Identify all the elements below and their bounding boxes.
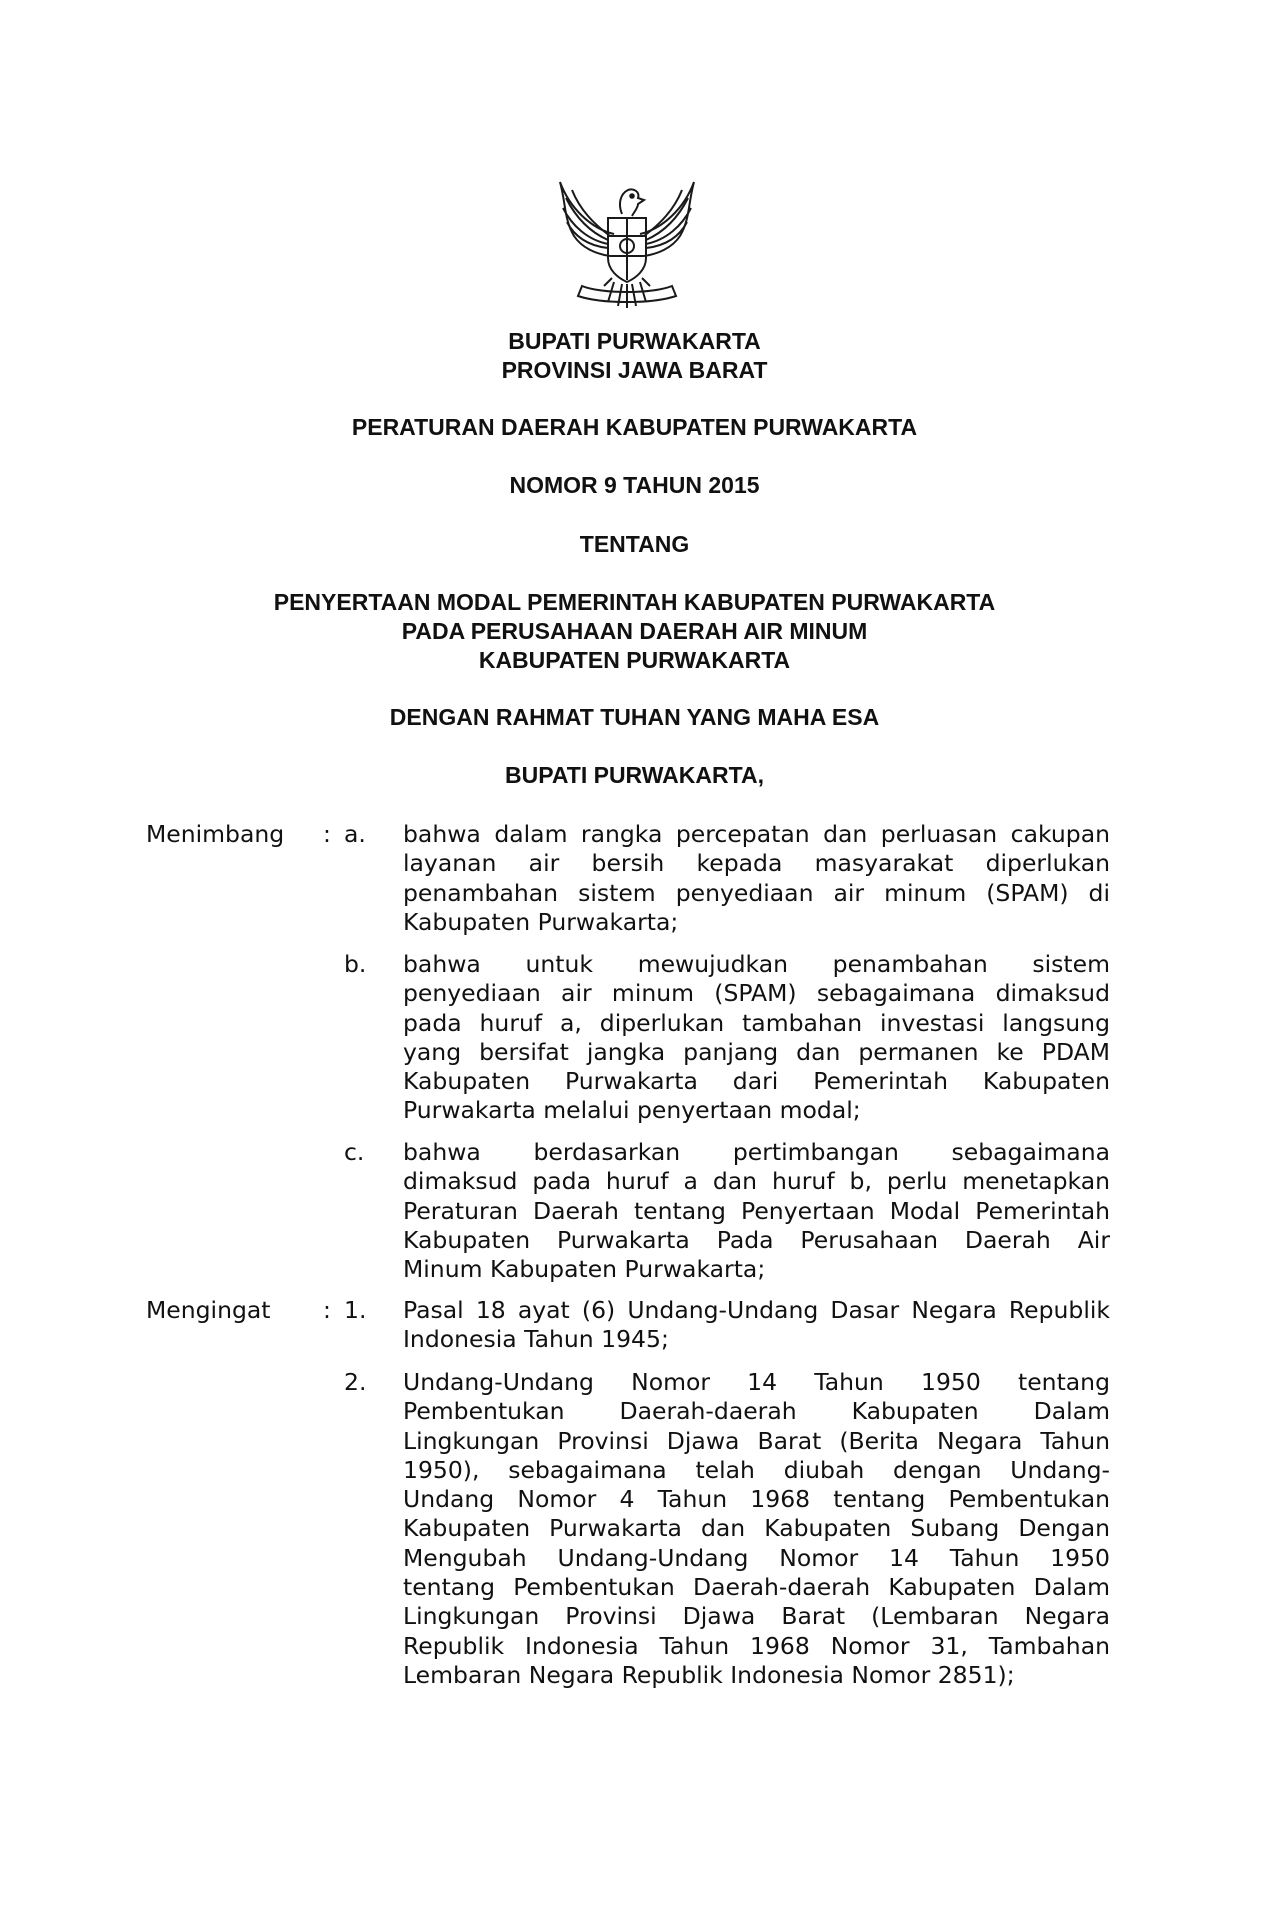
authority-line: BUPATI PURWAKARTA	[508, 328, 761, 354]
garuda-pancasila-emblem-icon	[552, 174, 702, 316]
regulation-type: PERATURAN DAERAH KABUPATEN PURWAKARTA	[351, 414, 918, 440]
province-line: PROVINSI JAWA BARAT	[501, 357, 768, 383]
invocation: DENGAN RAHMAT TUHAN YANG MAHA ESA	[389, 704, 880, 730]
item-marker: c.	[344, 1138, 365, 1166]
section-label: Mengingat	[146, 1296, 271, 1324]
about-heading: TENTANG	[579, 531, 690, 557]
section-colon: :	[323, 1296, 331, 1324]
authority-block	[0, 327, 1269, 385]
regulation-number: NOMOR 9 TAHUN 2015	[509, 472, 760, 498]
list-item: Pasal 18 ayat (6) Undang-Undang Dasar Negara Republik Indonesia Tahun 1945;	[403, 1296, 1110, 1354]
section-label: Menimbang	[146, 820, 285, 848]
regulation-subject: PENYERTAAN MODAL PEMERINTAH KABUPATEN PURWAKARTA PADA PERUSAHAAN DAERAH AIR MINUM KABUPATEN PURWAKARTA	[273, 589, 996, 673]
section-colon: :	[323, 820, 331, 848]
list-item: bahwa berdasarkan pertimbangan sebagaimana dimaksud pada huruf a dan huruf b, perlu menetapkan Peraturan Daerah tentang Penyertaan Modal Pemerintah Kabupaten Purwakarta Pada Perusahaan Daerah Air Minum Kabupaten Purwakarta;	[403, 1138, 1110, 1284]
list-item: bahwa untuk mewujudkan penambahan sistem penyediaan air minum (SPAM) sebagaimana dimaksud pada huruf a, diperlukan tambahan investasi langsung yang bersifat jangka panjang dan permanen ke PDAM Kabupaten Purwakarta dari Pemerintah Kabupaten Purwakarta melalui penyertaan modal;	[403, 950, 1110, 1125]
list-item: bahwa dalam rangka percepatan dan perluasan cakupan layanan air bersih kepada masyarakat diperlukan penambahan sistem penyediaan air minum (SPAM) di Kabupaten Purwakarta;	[403, 820, 1110, 936]
item-marker: 1.	[344, 1296, 367, 1324]
item-marker: a.	[344, 820, 366, 848]
issuer: BUPATI PURWAKARTA,	[505, 762, 764, 788]
list-item: Undang-Undang Nomor 14 Tahun 1950 tentang Pembentukan Daerah-daerah Kabupaten Dalam Lingkungan Provinsi Djawa Barat (Berita Negara Tahun 1950), sebagaimana telah diubah dengan Undang- Undang Nomor 4 Tahun 1968 tentang Pembentukan Kabupaten Purwakarta dan Kabupaten Subang Dengan Mengubah Undang-Undang Nomor 14 Tahun 1950 tentang Pembentukan Daerah-daerah Kabupaten Dalam Lingkungan Provinsi Djawa Barat (Lembaran Negara Republik Indonesia Tahun 1968 Nomor 31, Tambahan Lembaran Negara Republik Indonesia Nomor 2851);	[403, 1368, 1110, 1689]
item-marker: b.	[344, 950, 367, 978]
item-marker: 2.	[344, 1368, 367, 1396]
